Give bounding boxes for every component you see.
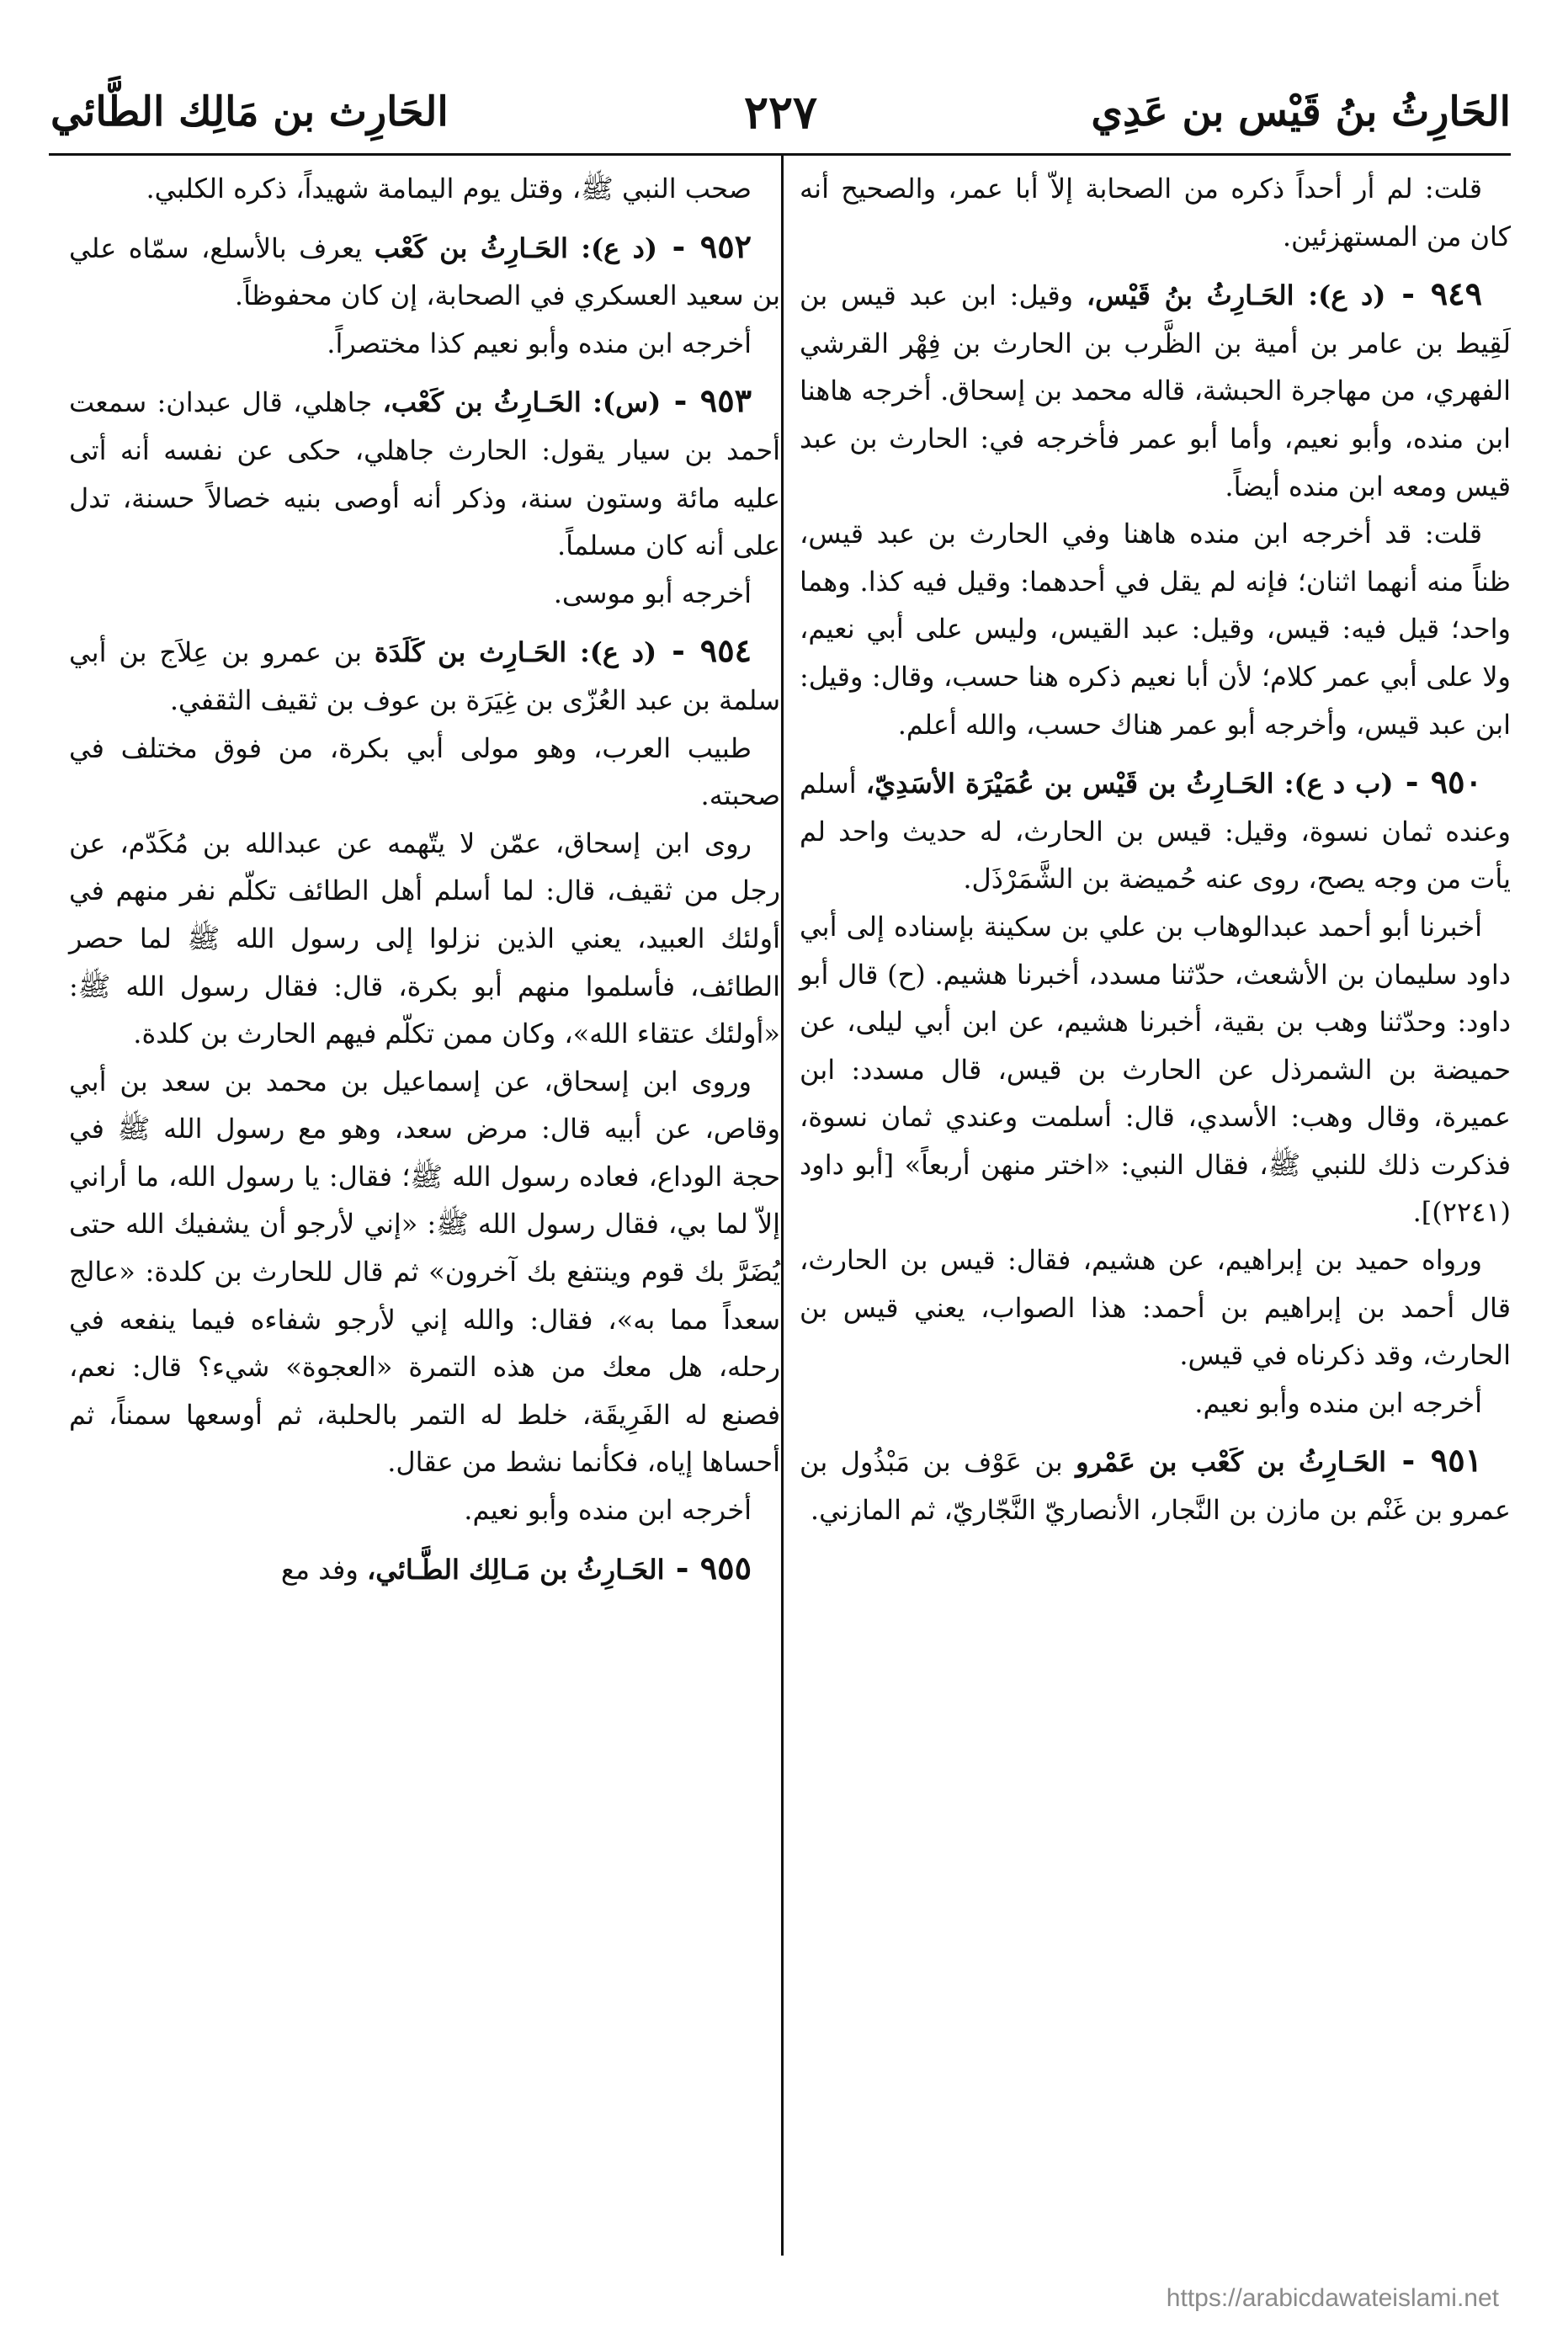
entry-heading: (د ع): الحَـارِثُ بن كَعْب [374, 231, 658, 264]
entry-paragraph [69, 627, 780, 724]
entry-text: يعرف بالأسلع، سمّاه علي بن سعيد العسكري في الصحابة، إن كان محفوظاً. [69, 231, 780, 312]
entry-text: بن عَوْف بن مَبْذُول بن عمرو بن غَنْم بن مازن بن النَّجار، الأنصاريّ النَّجّاريّ، ثم المازني. [800, 1446, 1511, 1527]
entry-paragraph [69, 377, 780, 569]
entry-number: ٩٥٣ - [661, 381, 752, 420]
entry-text: أسلم وعنده ثمان نسوة، وقيل: قيس بن الحارث، له حديث واحد لم يأت من وجه يصح، روى عنه حُميضة بن الشَّمَرْذَل. [800, 768, 1511, 895]
entry-paragraph [800, 1437, 1511, 1533]
entry-text: قلت: لم أر أحداً ذكره من الصحابة إلاّ أبا عمر، والصحيح أنه كان من المستهزئين. [800, 173, 1511, 252]
column-divider [781, 156, 784, 2256]
page-header [50, 74, 1511, 150]
entry-text: وقيل: ابن عبد قيس بن لَقِيط بن عامر بن أمية بن الظَّرب بن الحارث بن فِهْر القرشي الفهري، من مهاجرة الحبشة، قاله محمد بن إسحاق. أخرجه هاهنا ابن منده، وأبو نعيم، وأما أبو عمر فأخرجه في: الحارث بن عبد قيس ومعه ابن منده أيضاً. [800, 279, 1512, 502]
entry-paragraph [69, 1544, 780, 1594]
running-title-right: الحَارِثُ بنُ قَيْس بن عَدِي [1091, 88, 1511, 136]
text-paragraph [69, 320, 780, 368]
entry-text: جاهلي، قال عبدان: سمعت أحمد بن سيار يقول: الحارث جاهلي، حكى عن نفسه أنه أتى عليه مائة وستون سنة، وذكر أنه أوصى بنيه خصالاً حسنة، تدل على أنه كان مسلماً. [69, 386, 780, 562]
left-column [69, 165, 780, 1593]
text-paragraph [69, 1486, 780, 1534]
text-paragraph [69, 165, 780, 213]
text-paragraph [800, 903, 1511, 1236]
header-rule [49, 153, 1511, 156]
running-title-left: الحَارِث بن مَالِك الطَّائي [50, 88, 449, 136]
text-paragraph [800, 165, 1511, 260]
entry-text: ورواه حميد بن إبراهيم، عن هشيم، فقال: قيس بن الحارث، قال أحمد بن إبراهيم بن أحمد: هذا الصواب، يعني قيس بن الحارث، وقد ذكرناه في قيس. [800, 1244, 1511, 1372]
entry-paragraph [69, 223, 780, 320]
entry-text: قلت: قد أخرجه ابن منده هاهنا وفي الحارث بن عبد قيس، ظناً منه أنهما اثنان؛ فإنه لم يقل في أحدهما: وقيل فيه كذا. وهما واحد؛ قيل فيه: قيس، وقيل: عبد القيس، وليس على أبي نعيم، ولا على أبي عمر كلام؛ لأن أبا نعيم ذكره هنا حسب، وقال: وقيل: ابن عبد قيس، وأخرجه أبو عمر هناك حسب، والله أعلم. [800, 518, 1511, 741]
entry-number: ٩٥١ - [1386, 1441, 1483, 1480]
entry-number: ٩٥٢ - [657, 226, 752, 265]
entry-heading: الحَـارِثُ بن مَـالِك الطَّـائي، [366, 1553, 665, 1586]
watermark-url: https://arabicdawateislami.net [1166, 2284, 1499, 2312]
entry-number: ٩٥٠ - [1393, 763, 1482, 801]
text-paragraph [69, 1058, 780, 1486]
entry-heading: (د ع): الحَـارِثُ بنُ قَيْس، [1086, 279, 1386, 312]
entry-heading: (س): الحَـارِثُ بن كَعْب، [382, 386, 662, 419]
text-paragraph [800, 1236, 1511, 1379]
entry-text: أخرجه ابن منده وأبو نعيم. [464, 1494, 752, 1527]
entry-text: أخبرنا أبو أحمد عبدالوهاب بن علي بن سكينة بإسناده إلى أبي داود سليمان بن الأشعث، حدّثنا مسدد، أخبرنا هشيم. (ح) قال أبو داود: وحدّثنا وهب بن بقية، أخبرنا هشيم، عن ابن أبي ليلى، عن حميضة بن الشمرذل عن الحارث بن قيس، قال مسدد: ابن عميرة، وقال وهب: الأسدي، قال: أسلمت وعندي ثمان نسوة، فذكرت ذلك للنبي ﷺ، فقال النبي: «اختر منهن أربعاً» [أبو داود (٢٢٤١)]. [800, 910, 1512, 1229]
entry-number: ٩٥٤ - [656, 631, 752, 670]
entry-text: وروى ابن إسحاق، عن إسماعيل بن محمد بن سعد بن أبي وقاص، عن أبيه قال: مرض سعد، وهو مع رسول الله ﷺ في حجة الوداع، فعاده رسول الله ﷺ؛ فقال: يا رسول الله، ما أراني إلاّ لما بي، فقال رسول الله ﷺ: «إني لأرجو أن يشفيك الله حتى يُضَرَّ بك قوم وينتفع بك آخرون» ثم قال للحارث بن كلدة: «عالج سعداً مما به»، فقال: والله إني لأرجو شفاءه فيما ينفعه في رحله، هل معك من هذه التمرة «العجوة» شيء؟ قال: نعم، فصنع له الفَرِيقَة، خلط له التمر بالحلبة، ثم أوسعها سمناً، ثم أحساها إياه، فكأنما نشط من عقال. [69, 1065, 780, 1479]
entry-text: روى ابن إسحاق، عمّن لا يتّهمه عن عبدالله بن مُكَدّم، عن رجل من ثقيف، قال: لما أسلم أهل الطائف تكلّم نفر منهم في أولئك العبيد، يعني الذين نزلوا إلى رسول الله ﷺ لما حصر الطائف، فأسلموا منهم أبو بكرة، قال: فقال رسول الله ﷺ: «أولئك عتقاء الله»، وكان ممن تكلّم فيهم الحارث بن كلدة. [69, 826, 780, 1050]
text-paragraph [800, 510, 1511, 748]
entry-text: طبيب العرب، وهو مولى أبي بكرة، من فوق مختلف في صحبته. [69, 731, 780, 812]
entry-text: أخرجه ابن منده وأبو نعيم. [1194, 1386, 1482, 1419]
text-paragraph [69, 725, 780, 820]
right-column [800, 165, 1511, 1534]
text-paragraph [69, 570, 780, 618]
entry-text: أخرجه ابن منده وأبو نعيم كذا مختصراً. [327, 327, 752, 359]
entry-number: ٩٤٩ - [1385, 274, 1482, 313]
page-number: ٢٢٧ [743, 85, 817, 139]
entry-text: صحب النبي ﷺ، وقتل يوم اليمامة شهيداً، ذكره الكلبي. [146, 173, 752, 205]
entry-number: ٩٥٥ - [664, 1548, 752, 1586]
entry-paragraph [800, 270, 1511, 510]
entry-text: أخرجه أبو موسى. [553, 577, 752, 609]
entry-text: بن عمرو بن عِلاَج بن أبي سلمة بن عبد العُزّى بن غِيَرَة بن عوف بن ثقيف الثقفي. [69, 636, 780, 716]
text-paragraph [69, 820, 780, 1058]
entry-heading: (د ع): الحَـارِث بن كَلَدَة [374, 636, 657, 669]
entry-text: وفد مع [280, 1553, 367, 1586]
entry-heading: (ب د ع): الحَـارِثُ بن قَيْس بن عُمَيْرَة الأسَدِيّ، [865, 768, 1394, 800]
text-paragraph [800, 1379, 1511, 1427]
entry-paragraph [800, 758, 1511, 903]
entry-heading: الحَـارِثُ بن كَعْب بن عَمْرو [1076, 1446, 1387, 1479]
